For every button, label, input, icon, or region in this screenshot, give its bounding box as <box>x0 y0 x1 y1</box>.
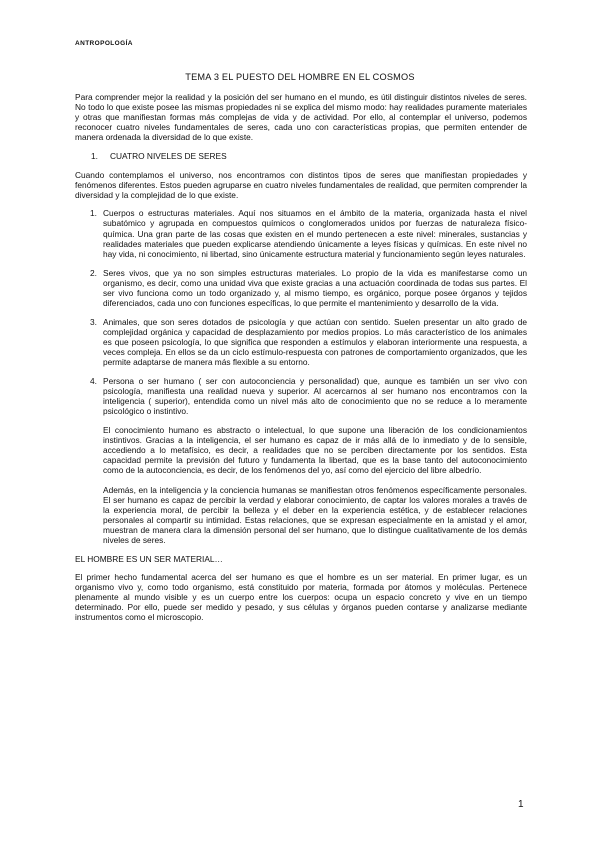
section-number: 1. <box>91 151 98 162</box>
list-item-subparagraph: Además, en la inteligencia y la conciencia humanas se manifiestan otros fenómenos específicamente personales. El ser humano es capaz de percibir la verdad y elaborar conocimiento, de captar los valores morales a través de la experiencia moral, de percibir la belleza y el deber en la experiencia estética, y de establecer relaciones personales al compartir su intimidad. Estas relaciones, que se expresan especialmente en la amistad y el amor, muestran de manera clara la dimensión personal del ser humano, que lo distingue cualitativamente de los demás niveles de seres. <box>103 484 527 545</box>
section-heading-ser-material: EL HOMBRE ES UN SER MATERIAL… <box>75 553 223 564</box>
section-title: CUATRO NIVELES DE SERES <box>110 151 227 162</box>
section-paragraph: El primer hecho fundamental acerca del ser humano es que el hombre es un ser material. En primer lugar, es un organismo vivo y, como todo organismo, está constituido por materia, formada por átomos y moléculas. Pertenece plenamente al mundo visible y es un cuerpo entre los cuerpos: ocupa un espacio concreto y vive en un tiempo determinado. Por ello, puede ser medido y pesado, y sus células y órganos pueden contarse y analizarse mediante instrumentos como el microscopio. <box>75 571 527 623</box>
list-item <box>75 317 527 367</box>
section-lead-paragraph: Cuando contemplamos el universo, nos encontramos con distintos tipos de seres que manifiestan propiedades y fenómenos diferentes. Estos pueden agruparse en cuatro niveles fundamentales de realidad, que permiten comprender la diversidad y la complejidad de lo que existe. <box>75 170 527 201</box>
list-item <box>75 268 527 308</box>
list-item-number: 1. <box>90 208 97 219</box>
list-item-text: Persona o ser humano ( ser con autoconciencia y personalidad) que, aunque es también un ser vivo con psicología, manifiesta una realidad nueva y superior. Al acercarnos al ser humano nos encontramos con la inteligencia ( superior), entendida como un nivel más alto de conocimiento que no se reduce a lo meramente psicológico o instintivo. <box>103 376 527 417</box>
intro-paragraph: Para comprender mejor la realidad y la posición del ser humano en el mundo, es útil distinguir distintos niveles de seres. No todo lo que existe posee las mismas propiedades ni se explica del mismo modo: hay realidades puramente materiales y otras que manifiestan formas más complejas de vida y de actividad. Por ello, al contemplar el universo, podemos reconocer cuatro niveles fundamentales de seres, cada uno con características propias, que permiten entender de manera ordenada la diversidad de lo que existe. <box>75 92 527 143</box>
levels-list <box>75 208 527 544</box>
running-header: ANTROPOLOGÍA <box>75 40 133 47</box>
list-item-text: Cuerpos o estructuras materiales. Aquí nos situamos en el ámbito de la materia, organizada hasta el nivel subatómico y agrupada en compuestos químicos o conglomerados unidos por fuerzas de naturaleza físico-química. Una gran parte de las cosas que existen en el mundo pertenecen a este nivel: minerales, sustancias y realidades materiales que pueden explicarse atendiendo únicamente a leyes físicas y químicas. En este nivel no hay vida, ni conocimiento, ni libertad, sino únicamente estructura material y funcionamiento según leyes naturales. <box>103 208 527 259</box>
list-item <box>75 376 527 545</box>
document-body <box>75 92 527 622</box>
list-item-subparagraph: El conocimiento humano es abstracto o intelectual, lo que supone una liberación de los condicionamientos instintivos. Gracias a la inteligencia, el ser humano es capaz de ir más allá de lo inmediato y de lo sensible, accediendo a lo metafísico, es decir, a realidades que no se perciben directamente por los sentidos. Esta capacidad permite la previsión del futuro y fundamenta la libertad, que es la base tanto del autoconocimiento como de la autoconciencia, es decir, de los fenómenos del yo, así como del ejercicio del libre albedrío. <box>103 425 527 476</box>
list-item-number: 3. <box>90 316 97 327</box>
list-item-text: Animales, que son seres dotados de psicología y que actúan con sentido. Suelen presentar un alto grado de complejidad orgánica y capacidad de desplazamiento por medios propios. Lo más característico de los animales es que poseen psicología, lo que significa que responden a estímulos y elaboran interiormente una respuesta, a veces compleja. En ellos se da un ciclo estímulo-respuesta con patrones de comportamiento organizados, que les permite adaptarse de manera más flexible a su entorno. <box>103 316 527 368</box>
list-item-number: 2. <box>90 267 97 278</box>
page-title: TEMA 3 EL PUESTO DEL HOMBRE EN EL COSMOS <box>185 72 415 82</box>
page-number: 1 <box>518 799 524 810</box>
section-heading-cuatro-niveles <box>75 151 527 161</box>
list-item-number: 4. <box>90 376 97 387</box>
list-item <box>75 208 527 258</box>
list-item-text: Seres vivos, que ya no son simples estructuras materiales. Lo propio de la vida es manifestarse como un organismo, es decir, como una unidad viva que existe gracias a una actuación coordinada de todas sus partes. El ser vivo funciona como un todo organizado y, al mismo tiempo, es orgánico, porque posee órganos y tejidos diferenciados, cada uno con funciones específicas, lo que permite el mantenimiento y desarrollo de la vida. <box>103 267 527 308</box>
